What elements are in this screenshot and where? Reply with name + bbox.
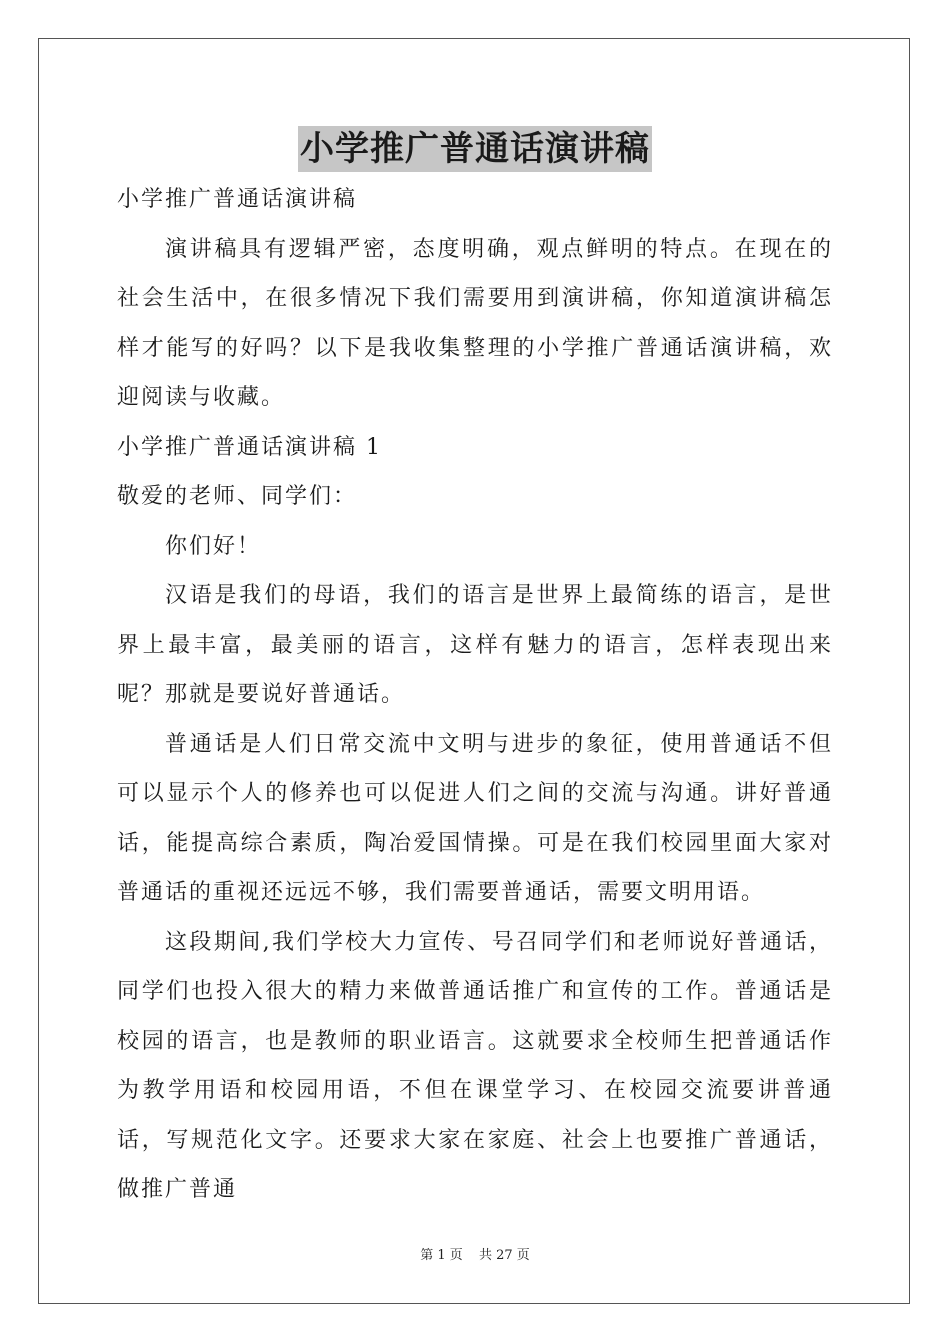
subtitle-paragraph: 小学推广普通话演讲稿 bbox=[117, 187, 358, 212]
page-number: 第 1 页 bbox=[420, 1248, 463, 1263]
intro-paragraph: 演讲稿具有逻辑严密，态度明确，观点鲜明的特点。在现在的社会生活中，在很多情况下我们需要用到演讲稿，你知道演讲稿怎样才能写的好吗？以下是我收集整理的小学推广普通话演讲稿，欢迎阅读与收藏。 bbox=[117, 236, 833, 410]
title-wrap bbox=[0, 126, 950, 172]
page-total: 共 27 页 bbox=[478, 1248, 530, 1263]
document-body bbox=[117, 175, 833, 1215]
body-paragraph-3: 这段期间,我们学校大力宣传、号召同学们和老师说好普通话，同学们也投入很大的精力来做普通话推广和宣传的工作。普通话是校园的语言，也是教师的职业语言。这就要求全校师生把普通话作为教学用语和校园用语，不但在课堂学习、在校园交流要讲普通话，写规范化文字。还要求大家在家庭、社会上也要推广普通话，做推广普通 bbox=[117, 929, 833, 1202]
body-paragraph-1: 汉语是我们的母语，我们的语言是世界上最简练的语言，是世界上最丰富，最美丽的语言，这样有魅力的语言，怎样表现出来呢？那就是要说好普通话。 bbox=[117, 583, 833, 707]
page-footer bbox=[0, 1244, 950, 1263]
salutation: 敬爱的老师、同学们： bbox=[117, 484, 358, 509]
greeting: 你们好！ bbox=[165, 533, 262, 559]
document-title: 小学推广普通话演讲稿 bbox=[298, 126, 652, 172]
body-paragraph-2: 普通话是人们日常交流中文明与进步的象征，使用普通话不但可以显示个人的修养也可以促进人们之间的交流与沟通。讲好普通话，能提高综合素质，陶冶爱国情操。可是在我们校园里面大家对普通话的重视还远远不够，我们需要普通话，需要文明用语。 bbox=[117, 731, 833, 905]
section-heading: 小学推广普通话演讲稿 1 bbox=[117, 434, 382, 460]
